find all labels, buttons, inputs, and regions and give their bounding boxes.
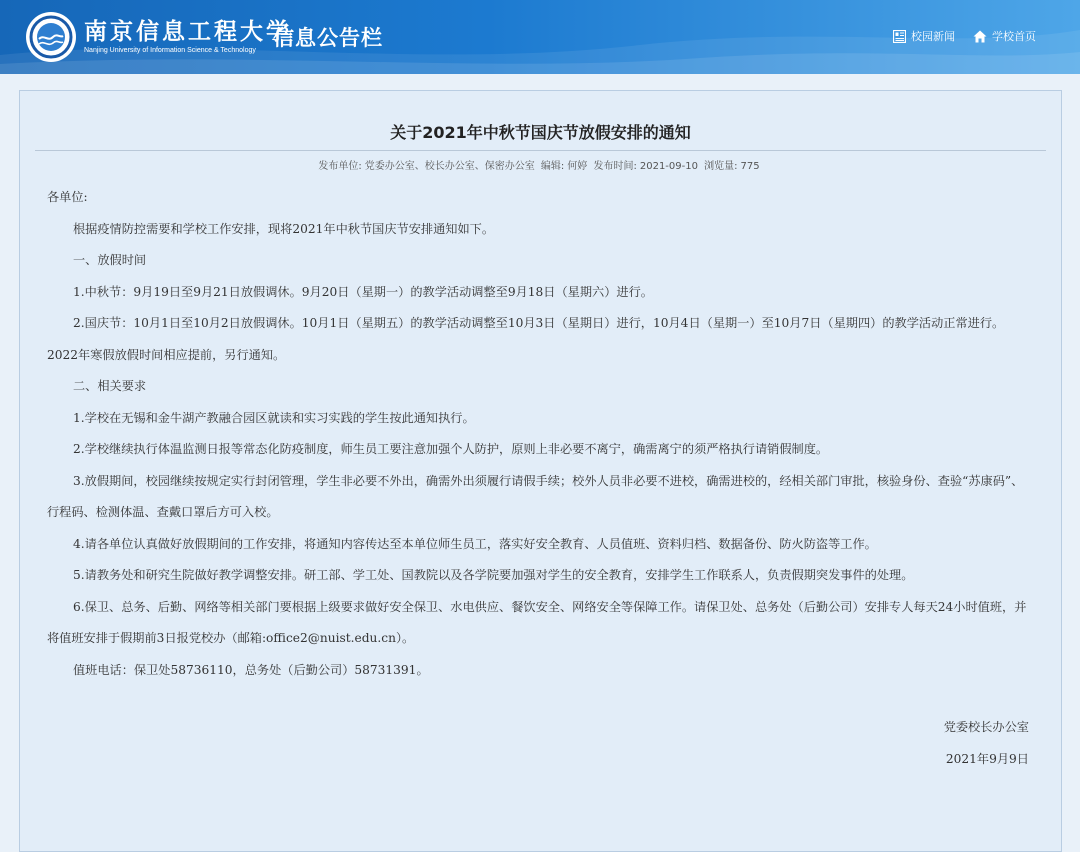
home-icon <box>973 30 987 43</box>
school-name-en: Nanjing University of Information Science & Technology <box>84 47 256 54</box>
article-paragraph: 3.放假期间，校园继续按规定实行封闭管理，学生非必要不外出，确需外出须履行请假手续；校外人员非必要不进校，确需进校的，经相关部门审批，核验身份、查验“苏康码”、行程码、检测体温、查戴口罩后方可入校。 <box>47 473 1024 519</box>
article-paragraph: 1.中秋节：9月19日至9月21日放假调休。9月20日（星期一）的教学活动调整至9月18日（星期六）进行。 <box>73 284 653 299</box>
article-paragraph: 根据疫情防控需要和学校工作安排，现将2021年中秋节国庆节安排通知如下。 <box>73 221 495 236</box>
article-paragraph: 6.保卫、总务、后勤、网络等相关部门要根据上级要求做好安全保卫、水电供应、餐饮安全、网络安全等保障工作。请保卫处、总务处（后勤公司）安排专人每天24小时值班，并将值班安排于假期前3日报党校办（邮箱:office2@nuist.edu.cn）。 <box>47 599 1027 645</box>
school-emblem-icon <box>26 12 76 62</box>
meta-views-label: 浏览量: <box>704 161 738 172</box>
site-header <box>0 0 1080 74</box>
article-paragraph: 4.请各单位认真做好放假期间的工作安排，将通知内容传达至本单位师生员工，落实好安全教育、人员值班、资料归档、数据备份、防火防盗等工作。 <box>73 536 877 551</box>
signature-date: 2021年9月9日 <box>945 751 1029 766</box>
duty-phone-line: 值班电话：保卫处58736110，总务处（后勤公司）58731391。 <box>73 662 429 677</box>
article-paragraph: 1.学校在无锡和金牛湖产教融合园区就读和实习实践的学生按此通知执行。 <box>73 410 475 425</box>
nav-school-home[interactable] <box>973 28 1036 44</box>
news-icon <box>893 30 906 43</box>
meta-views: 775 <box>740 161 760 172</box>
article-paragraph: 5.请教务处和研究生院做好教学调整安排。研工部、学工处、国教院以及各学院要加强对学生的安全教育，安排学生工作联系人，负责假期突发事件的处理。 <box>73 568 914 582</box>
school-name-cn: 南京信息工程大学 <box>84 18 292 45</box>
meta-publisher-label: 发布单位: <box>318 161 362 172</box>
meta-editor-label: 编辑: <box>540 161 565 172</box>
school-logo[interactable] <box>26 12 292 62</box>
article-paragraph: 2.学校继续执行体温监测日报等常态化防疫制度，师生员工要注意加强个人防护，原则上非必要不离宁，确需离宁的须严格执行请销假制度。 <box>73 442 829 456</box>
meta-date-label: 发布时间: <box>593 161 637 172</box>
title-divider <box>35 150 1046 151</box>
signature-office: 党委校长办公室 <box>943 720 1029 734</box>
board-title: 信息公告栏 <box>273 26 383 50</box>
article-title: 关于2021年中秋节国庆节放假安排的通知 <box>390 123 691 142</box>
meta-editor: 何婷 <box>567 161 588 172</box>
article-body <box>47 182 1029 775</box>
header-nav <box>875 28 1036 44</box>
nav-campus-news-label: 校园新闻 <box>911 30 955 43</box>
nav-school-home-label: 学校首页 <box>992 30 1036 43</box>
notice-panel <box>19 90 1062 852</box>
section-heading: 二、相关要求 <box>73 379 147 393</box>
section-heading: 一、放假时间 <box>73 253 147 267</box>
meta-date: 2021-09-10 <box>639 161 698 172</box>
meta-publisher: 党委办公室、校长办公室、保密办公室 <box>364 161 535 172</box>
article-greeting: 各单位: <box>47 190 88 204</box>
nav-campus-news[interactable] <box>893 28 955 44</box>
article-meta <box>20 157 1061 172</box>
article-paragraph: 2.国庆节：10月1日至10月2日放假调休。10月1日（星期五）的教学活动调整至10月3日（星期日）进行，10月4日（星期一）至10月7日（星期四）的教学活动正常进行。2022年寒假放假时间相应提前，另行通知。 <box>47 316 1005 362</box>
